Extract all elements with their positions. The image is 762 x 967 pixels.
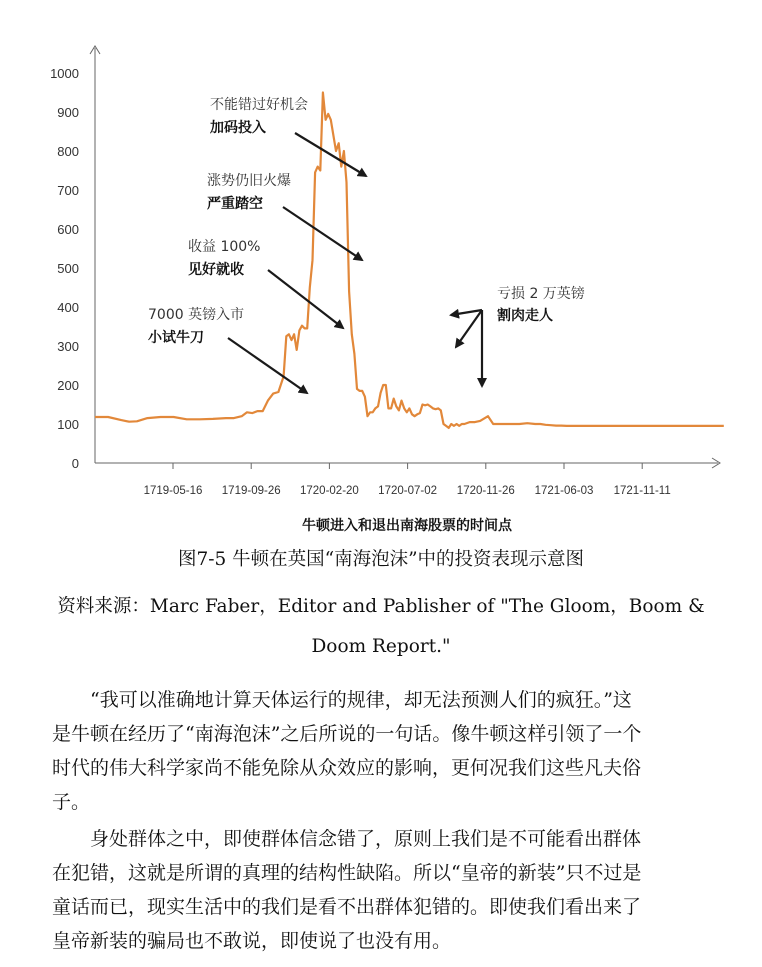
y-tick-label: 100	[57, 417, 79, 432]
x-tick-label: 1720-02-20	[299, 485, 359, 497]
paragraph-line: 是牛顿在经历了“南海泡沫”之后所说的一句话。像牛顿这样引领了一个	[52, 723, 642, 745]
x-tick-label: 1719-05-16	[143, 485, 203, 497]
y-tick-labels	[50, 66, 79, 471]
figure-caption: 图7-5 牛顿在英国“南海泡沫”中的投资表现示意图	[177, 549, 585, 570]
y-tick-label: 400	[57, 300, 79, 315]
arrow-cut-loss-2	[451, 310, 482, 315]
x-tick-label: 1721-11-11	[613, 485, 671, 497]
paragraph-line: 时代的伟大科学家尚不能免除从众效应的影响，更何况我们这些凡夫俗	[52, 757, 642, 779]
paragraph-line: 子。	[52, 791, 91, 813]
annotation-4-line1: 7000 英镑入市	[148, 307, 245, 323]
y-tick-label: 900	[57, 105, 79, 120]
annotation-5-line2: 割肉走人	[497, 308, 553, 324]
x-tick-label: 1720-07-02	[378, 485, 438, 497]
y-tick-label: 300	[57, 339, 79, 354]
arrow-add-position	[295, 133, 366, 176]
x-tick-label: 1719-09-26	[221, 485, 281, 497]
annotation-4-line2: 小试牛刀	[148, 330, 204, 346]
y-tick-label: 500	[57, 261, 79, 276]
annotation-1-line1: 不能错过好机会	[210, 97, 308, 113]
series-line	[95, 93, 724, 428]
annotation-2-line1: 涨势仍旧火爆	[207, 173, 291, 189]
paragraph-1	[52, 683, 742, 819]
y-tick-label: 0	[71, 456, 79, 471]
y-tick-label: 700	[57, 183, 79, 198]
annotation-3-line1: 收益 100%	[188, 239, 261, 255]
paragraph-2	[52, 822, 742, 958]
source-line-1: 资料来源：Marc Faber，Editor and Pablisher of "The Gloom，Boom &	[57, 596, 705, 617]
annotation-3-line2: 见好就收	[188, 262, 244, 278]
y-tick-label: 600	[57, 222, 79, 237]
arrow-cut-loss-1	[456, 310, 482, 347]
paragraph-line: “我可以准确地计算天体运行的规律，却无法预测人们的疯狂。”这	[90, 689, 632, 711]
y-tick-label: 200	[57, 378, 79, 393]
x-axis-label: 牛顿进入和退出南海股票的时间点	[302, 518, 512, 534]
annotation-1-line2: 加码投入	[210, 120, 266, 136]
arrow-take-profit	[268, 270, 343, 328]
paragraph-line: 身处群体之中，即使群体信念错了，原则上我们是不可能看出群体	[90, 828, 642, 850]
y-tick-label: 800	[57, 144, 79, 159]
paragraph-line: 童话而已，现实生活中的我们是看不出群体犯错的。即使我们看出来了	[52, 896, 642, 918]
y-tick-label: 1000	[50, 66, 79, 81]
x-tick-labels	[144, 463, 671, 497]
source-line-2: Doom Report."	[311, 636, 451, 657]
annotation-2-line2: 严重踏空	[207, 196, 263, 212]
arrow-missed-rally	[283, 207, 362, 260]
x-tick-label: 1720-11-26	[456, 485, 515, 497]
paragraph-line: 在犯错，这就是所谓的真理的结构性缺陷。所以“皇帝的新装”只不过是	[52, 862, 642, 884]
annotation-5-line1: 亏损 2 万英镑	[497, 286, 585, 302]
x-tick-label: 1721-06-03	[534, 485, 594, 497]
paragraph-line: 皇帝新装的骗局也不敢说，即使说了也没有用。	[52, 930, 452, 952]
